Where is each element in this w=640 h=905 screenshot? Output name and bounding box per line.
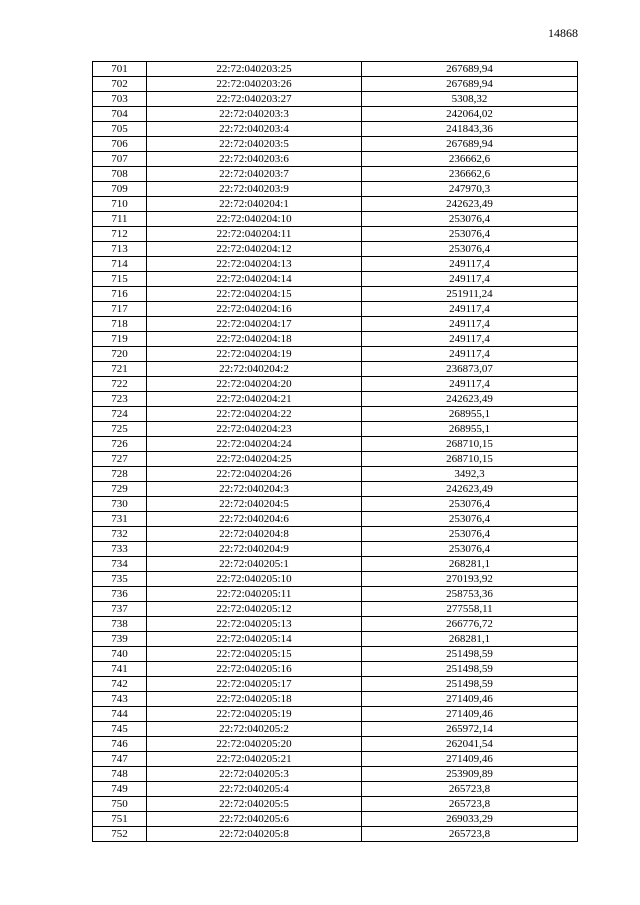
row-number-cell: 729: [93, 482, 147, 497]
row-number-cell: 706: [93, 137, 147, 152]
cadastral-number-cell: 22:72:040203:4: [147, 122, 362, 137]
cadastral-value-cell: 265723,8: [362, 797, 578, 812]
table-row: [93, 467, 578, 482]
cadastral-value-cell: 253909,89: [362, 767, 578, 782]
table-row: [93, 482, 578, 497]
table-row: [93, 707, 578, 722]
cadastral-value-cell: 268710,15: [362, 452, 578, 467]
row-number-cell: 721: [93, 362, 147, 377]
row-number-cell: 727: [93, 452, 147, 467]
row-number-cell: 740: [93, 647, 147, 662]
cadastral-number-cell: 22:72:040204:15: [147, 287, 362, 302]
cadastral-value-cell: 266776,72: [362, 617, 578, 632]
table-row: [93, 362, 578, 377]
cadastral-number-cell: 22:72:040205:5: [147, 797, 362, 812]
cadastral-number-cell: 22:72:040205:6: [147, 812, 362, 827]
cadastral-value-cell: 253076,4: [362, 497, 578, 512]
cadastral-value-table: [92, 61, 578, 842]
cadastral-number-cell: 22:72:040204:26: [147, 467, 362, 482]
cadastral-number-cell: 22:72:040205:8: [147, 827, 362, 842]
row-number-cell: 733: [93, 542, 147, 557]
cadastral-value-cell: 258753,36: [362, 587, 578, 602]
cadastral-value-cell: 251911,24: [362, 287, 578, 302]
page-number: 14868: [548, 26, 578, 40]
row-number-cell: 726: [93, 437, 147, 452]
row-number-cell: 701: [93, 62, 147, 77]
cadastral-value-cell: 249117,4: [362, 377, 578, 392]
row-number-cell: 708: [93, 167, 147, 182]
cadastral-number-cell: 22:72:040205:16: [147, 662, 362, 677]
row-number-cell: 746: [93, 737, 147, 752]
cadastral-number-cell: 22:72:040203:26: [147, 77, 362, 92]
cadastral-number-cell: 22:72:040204:11: [147, 227, 362, 242]
table-row: [93, 692, 578, 707]
cadastral-value-cell: 253076,4: [362, 512, 578, 527]
cadastral-number-cell: 22:72:040204:13: [147, 257, 362, 272]
cadastral-value-cell: 5308,32: [362, 92, 578, 107]
row-number-cell: 723: [93, 392, 147, 407]
cadastral-value-cell: 253076,4: [362, 527, 578, 542]
table-row: [93, 437, 578, 452]
table-row: [93, 92, 578, 107]
cadastral-value-cell: 251498,59: [362, 662, 578, 677]
cadastral-value-cell: 267689,94: [362, 137, 578, 152]
cadastral-value-cell: 267689,94: [362, 77, 578, 92]
table-row: [93, 617, 578, 632]
row-number-cell: 712: [93, 227, 147, 242]
table-row: [93, 242, 578, 257]
table-row: [93, 392, 578, 407]
cadastral-value-cell: 253076,4: [362, 227, 578, 242]
table-row: [93, 587, 578, 602]
row-number-cell: 738: [93, 617, 147, 632]
table-row: [93, 137, 578, 152]
cadastral-value-cell: 267689,94: [362, 62, 578, 77]
cadastral-number-cell: 22:72:040203:27: [147, 92, 362, 107]
table-row: [93, 722, 578, 737]
table-row: [93, 677, 578, 692]
row-number-cell: 744: [93, 707, 147, 722]
cadastral-number-cell: 22:72:040204:12: [147, 242, 362, 257]
cadastral-number-cell: 22:72:040204:2: [147, 362, 362, 377]
row-number-cell: 716: [93, 287, 147, 302]
cadastral-number-cell: 22:72:040205:20: [147, 737, 362, 752]
cadastral-value-cell: 270193,92: [362, 572, 578, 587]
cadastral-number-cell: 22:72:040205:4: [147, 782, 362, 797]
table-row: [93, 347, 578, 362]
row-number-cell: 725: [93, 422, 147, 437]
cadastral-number-cell: 22:72:040205:19: [147, 707, 362, 722]
cadastral-value-cell: 249117,4: [362, 272, 578, 287]
cadastral-value-cell: 268281,1: [362, 632, 578, 647]
cadastral-number-cell: 22:72:040204:23: [147, 422, 362, 437]
cadastral-number-cell: 22:72:040204:8: [147, 527, 362, 542]
cadastral-number-cell: 22:72:040204:5: [147, 497, 362, 512]
cadastral-value-cell: 268955,1: [362, 422, 578, 437]
cadastral-value-cell: 268710,15: [362, 437, 578, 452]
table-row: [93, 527, 578, 542]
cadastral-value-cell: 241843,36: [362, 122, 578, 137]
table-row: [93, 317, 578, 332]
table-row: [93, 557, 578, 572]
table-row: [93, 647, 578, 662]
row-number-cell: 704: [93, 107, 147, 122]
cadastral-number-cell: 22:72:040204:18: [147, 332, 362, 347]
cadastral-value-cell: 236662,6: [362, 167, 578, 182]
row-number-cell: 735: [93, 572, 147, 587]
table-row: [93, 287, 578, 302]
cadastral-value-cell: 236662,6: [362, 152, 578, 167]
row-number-cell: 750: [93, 797, 147, 812]
table-row: [93, 422, 578, 437]
row-number-cell: 707: [93, 152, 147, 167]
cadastral-number-cell: 22:72:040205:21: [147, 752, 362, 767]
cadastral-value-cell: 249117,4: [362, 347, 578, 362]
cadastral-number-cell: 22:72:040205:3: [147, 767, 362, 782]
cadastral-value-cell: 249117,4: [362, 317, 578, 332]
row-number-cell: 736: [93, 587, 147, 602]
cadastral-value-cell: 265723,8: [362, 782, 578, 797]
cadastral-value-cell: 251498,59: [362, 647, 578, 662]
table-row: [93, 512, 578, 527]
row-number-cell: 742: [93, 677, 147, 692]
row-number-cell: 749: [93, 782, 147, 797]
cadastral-number-cell: 22:72:040203:5: [147, 137, 362, 152]
table-row: [93, 767, 578, 782]
row-number-cell: 719: [93, 332, 147, 347]
cadastral-value-cell: 253076,4: [362, 242, 578, 257]
cadastral-number-cell: 22:72:040204:24: [147, 437, 362, 452]
cadastral-number-cell: 22:72:040205:10: [147, 572, 362, 587]
row-number-cell: 747: [93, 752, 147, 767]
cadastral-value-cell: 253076,4: [362, 542, 578, 557]
table-row: [93, 122, 578, 137]
cadastral-value-cell: 271409,46: [362, 692, 578, 707]
row-number-cell: 702: [93, 77, 147, 92]
cadastral-number-cell: 22:72:040205:18: [147, 692, 362, 707]
row-number-cell: 711: [93, 212, 147, 227]
cadastral-number-cell: 22:72:040203:25: [147, 62, 362, 77]
cadastral-number-cell: 22:72:040204:14: [147, 272, 362, 287]
table-row: [93, 332, 578, 347]
cadastral-number-cell: 22:72:040205:11: [147, 587, 362, 602]
row-number-cell: 745: [93, 722, 147, 737]
table-row: [93, 302, 578, 317]
row-number-cell: 722: [93, 377, 147, 392]
row-number-cell: 709: [93, 182, 147, 197]
row-number-cell: 751: [93, 812, 147, 827]
cadastral-number-cell: 22:72:040204:1: [147, 197, 362, 212]
cadastral-number-cell: 22:72:040205:2: [147, 722, 362, 737]
table-row: [93, 737, 578, 752]
table-row: [93, 452, 578, 467]
table-row: [93, 77, 578, 92]
row-number-cell: 731: [93, 512, 147, 527]
cadastral-value-cell: 242064,02: [362, 107, 578, 122]
row-number-cell: 737: [93, 602, 147, 617]
cadastral-value-cell: 242623,49: [362, 392, 578, 407]
cadastral-number-cell: 22:72:040204:17: [147, 317, 362, 332]
table-row: [93, 407, 578, 422]
cadastral-value-cell: 262041,54: [362, 737, 578, 752]
table-row: [93, 827, 578, 842]
table-row: [93, 782, 578, 797]
cadastral-number-cell: 22:72:040204:9: [147, 542, 362, 557]
table-row: [93, 107, 578, 122]
cadastral-value-cell: 269033,29: [362, 812, 578, 827]
cadastral-number-cell: 22:72:040203:6: [147, 152, 362, 167]
table-row: [93, 752, 578, 767]
table-row: [93, 182, 578, 197]
cadastral-value-cell: 268281,1: [362, 557, 578, 572]
row-number-cell: 720: [93, 347, 147, 362]
table-row: [93, 197, 578, 212]
cadastral-value-cell: 242623,49: [362, 482, 578, 497]
cadastral-number-cell: 22:72:040204:20: [147, 377, 362, 392]
row-number-cell: 730: [93, 497, 147, 512]
cadastral-value-cell: 3492,3: [362, 467, 578, 482]
cadastral-number-cell: 22:72:040205:15: [147, 647, 362, 662]
table-row: [93, 572, 578, 587]
table-row: [93, 62, 578, 77]
row-number-cell: 728: [93, 467, 147, 482]
cadastral-number-cell: 22:72:040205:13: [147, 617, 362, 632]
row-number-cell: 732: [93, 527, 147, 542]
cadastral-number-cell: 22:72:040204:25: [147, 452, 362, 467]
cadastral-value-cell: 268955,1: [362, 407, 578, 422]
cadastral-number-cell: 22:72:040203:7: [147, 167, 362, 182]
cadastral-value-cell: 253076,4: [362, 212, 578, 227]
row-number-cell: 748: [93, 767, 147, 782]
table-row: [93, 227, 578, 242]
cadastral-number-cell: 22:72:040204:6: [147, 512, 362, 527]
table-row: [93, 152, 578, 167]
table-row: [93, 167, 578, 182]
row-number-cell: 734: [93, 557, 147, 572]
cadastral-value-cell: 249117,4: [362, 302, 578, 317]
row-number-cell: 705: [93, 122, 147, 137]
cadastral-number-cell: 22:72:040204:16: [147, 302, 362, 317]
cadastral-value-cell: 249117,4: [362, 257, 578, 272]
cadastral-number-cell: 22:72:040205:1: [147, 557, 362, 572]
cadastral-value-cell: 249117,4: [362, 332, 578, 347]
cadastral-number-cell: 22:72:040205:17: [147, 677, 362, 692]
cadastral-number-cell: 22:72:040204:21: [147, 392, 362, 407]
cadastral-number-cell: 22:72:040204:22: [147, 407, 362, 422]
table-row: [93, 497, 578, 512]
table-row: [93, 662, 578, 677]
table-row: [93, 812, 578, 827]
cadastral-number-cell: 22:72:040204:10: [147, 212, 362, 227]
cadastral-value-cell: 265972,14: [362, 722, 578, 737]
cadastral-number-cell: 22:72:040204:3: [147, 482, 362, 497]
row-number-cell: 741: [93, 662, 147, 677]
cadastral-value-cell: 236873,07: [362, 362, 578, 377]
cadastral-number-cell: 22:72:040205:14: [147, 632, 362, 647]
cadastral-value-cell: 265723,8: [362, 827, 578, 842]
cadastral-value-cell: 242623,49: [362, 197, 578, 212]
cadastral-number-cell: 22:72:040203:9: [147, 182, 362, 197]
cadastral-value-cell: 271409,46: [362, 752, 578, 767]
row-number-cell: 715: [93, 272, 147, 287]
row-number-cell: 743: [93, 692, 147, 707]
table-row: [93, 797, 578, 812]
table-row: [93, 632, 578, 647]
cadastral-number-cell: 22:72:040204:19: [147, 347, 362, 362]
row-number-cell: 713: [93, 242, 147, 257]
cadastral-value-cell: 251498,59: [362, 677, 578, 692]
row-number-cell: 718: [93, 317, 147, 332]
row-number-cell: 717: [93, 302, 147, 317]
row-number-cell: 724: [93, 407, 147, 422]
row-number-cell: 703: [93, 92, 147, 107]
table-row: [93, 542, 578, 557]
table-body: [93, 62, 578, 842]
cadastral-value-cell: 277558,11: [362, 602, 578, 617]
table-row: [93, 377, 578, 392]
row-number-cell: 752: [93, 827, 147, 842]
table-row: [93, 272, 578, 287]
row-number-cell: 739: [93, 632, 147, 647]
cadastral-value-cell: 271409,46: [362, 707, 578, 722]
table-row: [93, 257, 578, 272]
cadastral-number-cell: 22:72:040205:12: [147, 602, 362, 617]
cadastral-value-cell: 247970,3: [362, 182, 578, 197]
cadastral-number-cell: 22:72:040203:3: [147, 107, 362, 122]
row-number-cell: 710: [93, 197, 147, 212]
row-number-cell: 714: [93, 257, 147, 272]
table-row: [93, 212, 578, 227]
table-row: [93, 602, 578, 617]
